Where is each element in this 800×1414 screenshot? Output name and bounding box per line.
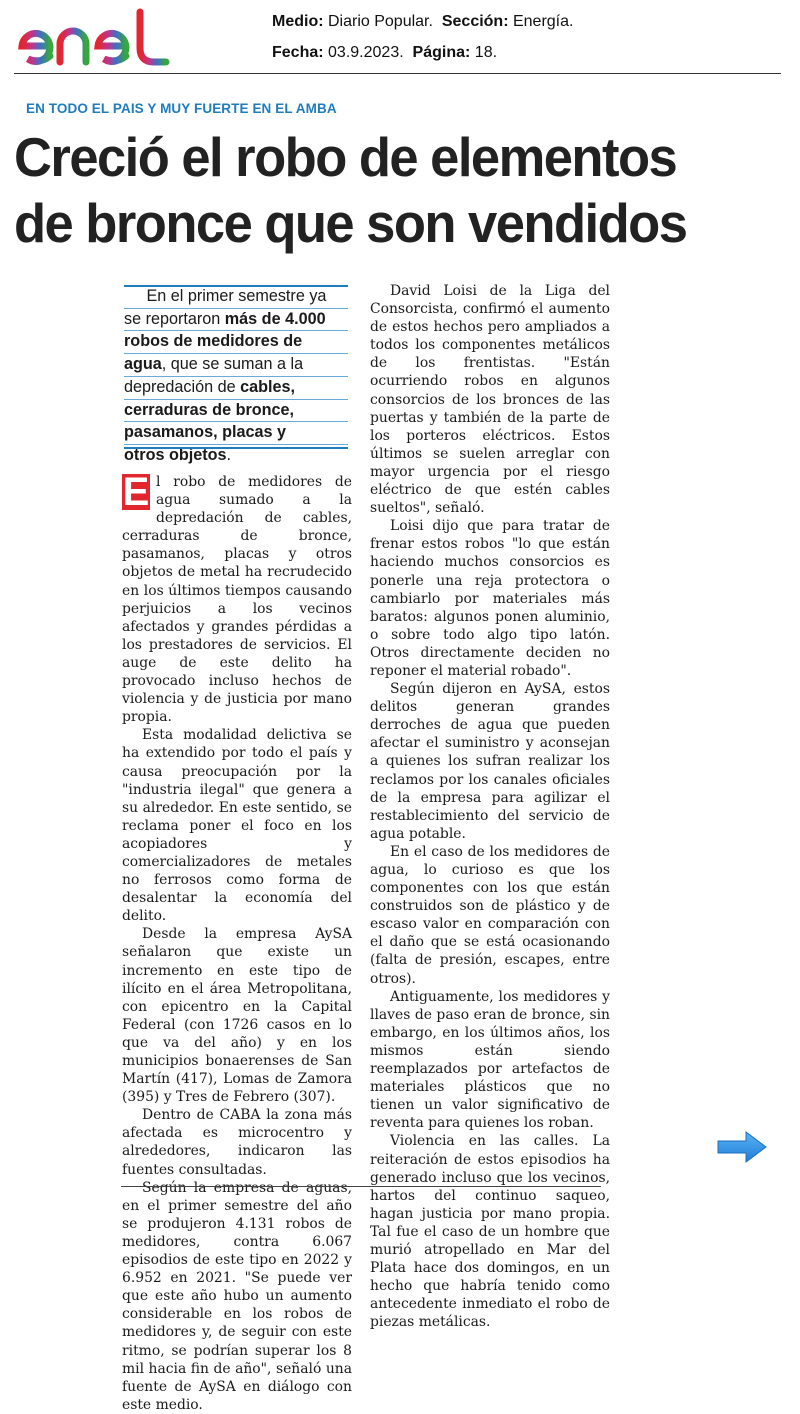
paragraph: Dentro de CABA la zona más afectada es microcentro y alrededores, indicaron las fuentes consultadas. bbox=[122, 1107, 352, 1178]
lead-bold: robos de medidores de bbox=[124, 332, 303, 351]
seccion-value: Energía. bbox=[512, 13, 574, 30]
pagina-value: 18. bbox=[474, 44, 498, 61]
footer-divider bbox=[121, 1186, 601, 1187]
lead-bold: otros objetos bbox=[124, 445, 227, 464]
headline-line-1: Creció el robo de elementos bbox=[14, 126, 677, 188]
paragraph-text: l robo de medidores de agua sumado a la depredación de cables, cerraduras de bronce, pasamanos, placas y otros objetos de metal ha recrudecido en los últimos tiempos causando perjuicios a los vecinos afectados y grandes pérdidas a los prestadores de servicios. El auge de este delito ha provocado incluso hechos de violencia y de justicia por mano propia. bbox=[122, 474, 352, 726]
meta-line-2 bbox=[272, 37, 573, 68]
lead-bold: cables, bbox=[240, 377, 296, 396]
lead-text: . bbox=[226, 445, 232, 464]
paragraph: Violencia en las calles. La reiteración de estos episodios ha generado incluso que los vecinos, hartos del continuo saqueo, hagan justicia por mano propia. Tal fue el caso de un hombre que murió atropellado en Mar del Plata hace dos domingos, en un hecho que habría tenido como antecedente inmediato el robo de piezas metálicas. bbox=[370, 1133, 610, 1331]
fecha-label: Fecha: bbox=[272, 44, 324, 61]
paragraph: Esta modalidad delictiva se ha extendido por todo el país y causa preocupación por la "industria ilegal" que genera a su alrededor. En este sentido, se reclama poner el foco en los acopiadores y comercializadores de metales no ferrosos como forma de desalentar la economía del delito. bbox=[122, 727, 352, 925]
lead-line bbox=[124, 422, 348, 445]
headline-line-2: de bronce que son vendidos bbox=[14, 192, 687, 254]
paragraph bbox=[122, 470, 352, 726]
paragraph: Según la empresa de aguas, en el primer semestre del año se produjeron 4.131 robos de medidores, contra 6.067 episodios de este tipo en 2022 y 6.952 en 2021. "Se puede ver que este año hubo un aumento considerable en los robos de medidores y, de seguir con este ritmo, se podrían superar los 8 mil hacia fin de año", señaló una fuente de AySA en diálogo con este medio. bbox=[122, 1179, 352, 1413]
pagina-label: Página: bbox=[412, 44, 471, 61]
enel-logo bbox=[14, 4, 184, 70]
article-headline bbox=[14, 124, 749, 256]
arrow-right-icon[interactable] bbox=[716, 1130, 768, 1164]
lead-line bbox=[124, 400, 348, 423]
drop-cap: E bbox=[122, 470, 150, 514]
paragraph: Según dijeron en AySA, estos delitos generan grandes derroches de agua que pueden afectar el suministro y aconsejan a quienes los sufran realizar los reclamos por los canales oficiales de la empresa para agilizar el restablecimiento del servicio de agua potable. bbox=[370, 681, 610, 842]
paragraph: David Loisi de la Liga del Consorcista, confirmó el aumento de estos hechos pero ampliados a todos los componentes metálicos de los frentistas. "Están ocurriendo robos en algunos consorcios de los bronces de las puertas y también de la parte de los porteros eléctricos. Estos últimos se suelen arreglar con mayor urgencia por el riesgo eléctrico de que estén cables sueltos", señaló. bbox=[370, 283, 610, 517]
seccion-label: Sección: bbox=[441, 13, 509, 30]
paragraph: Antiguamente, los medidores y llaves de paso eran de bronce, sin embargo, en los últimos años, los mismos están siendo reemplazados por artefactos de materiales plásticos que no tienen un valor significativo de reventa para quienes los roban. bbox=[370, 988, 610, 1132]
lead-line bbox=[124, 377, 348, 400]
lead-bottom-rule bbox=[124, 447, 348, 449]
lead-line bbox=[124, 331, 348, 354]
medio-label: Medio: bbox=[272, 13, 324, 30]
header-divider bbox=[14, 73, 781, 74]
paragraph: Desde la empresa AySA señalaron que existe un incremento en este tipo de ilícito en el área Metropolitana, con epicentro en la Capital Federal (con 1726 casos en lo que va del año) y en los municipios bonaerenses de San Martín (417), Lomas de Zamora (395) y Tres de Febrero (307). bbox=[122, 926, 352, 1106]
paragraph: En el caso de los medidores de agua, lo curioso es que los componentes con los que están construidos son de plástico y de escaso valor en comparación con el daño que se está ocasionando (falta de presión, escapes, entre otros). bbox=[370, 843, 610, 987]
medio-value: Diario Popular. bbox=[328, 13, 433, 30]
lead-line bbox=[124, 309, 348, 332]
lead-text: , que se suman a la bbox=[161, 355, 304, 374]
lead-line bbox=[124, 286, 348, 309]
article-column-1 bbox=[122, 470, 352, 1414]
lead-bold: cerraduras de bronce, bbox=[124, 400, 295, 419]
lead-text: En el primer semestre ya bbox=[146, 287, 327, 305]
lead-bold: más de 4.000 bbox=[224, 309, 326, 328]
meta-line-1 bbox=[272, 6, 573, 37]
lead-bold: agua bbox=[124, 355, 162, 374]
lead-text: depredación de bbox=[124, 377, 241, 396]
article-column-2 bbox=[370, 282, 610, 1331]
paragraph: Loisi dijo que para tratar de frenar estos robos "lo que están haciendo muchos consorcios es ponerle una reja protectora o cambiarlo por materiales más baratos: algunos ponen aluminio, o sobre todo algo tipo latón. Otros directamente deciden no reponer el material robado". bbox=[370, 518, 610, 679]
lead-text: se reportaron bbox=[124, 309, 225, 328]
lead-line bbox=[124, 354, 348, 377]
fecha-value: 03.9.2023. bbox=[328, 44, 404, 61]
lead-bold: pasamanos, placas y bbox=[124, 423, 286, 442]
press-metadata bbox=[272, 6, 573, 68]
article-lead bbox=[124, 286, 348, 467]
article-kicker: EN TODO EL PAIS Y MUY FUERTE EN EL AMBA bbox=[26, 101, 337, 116]
